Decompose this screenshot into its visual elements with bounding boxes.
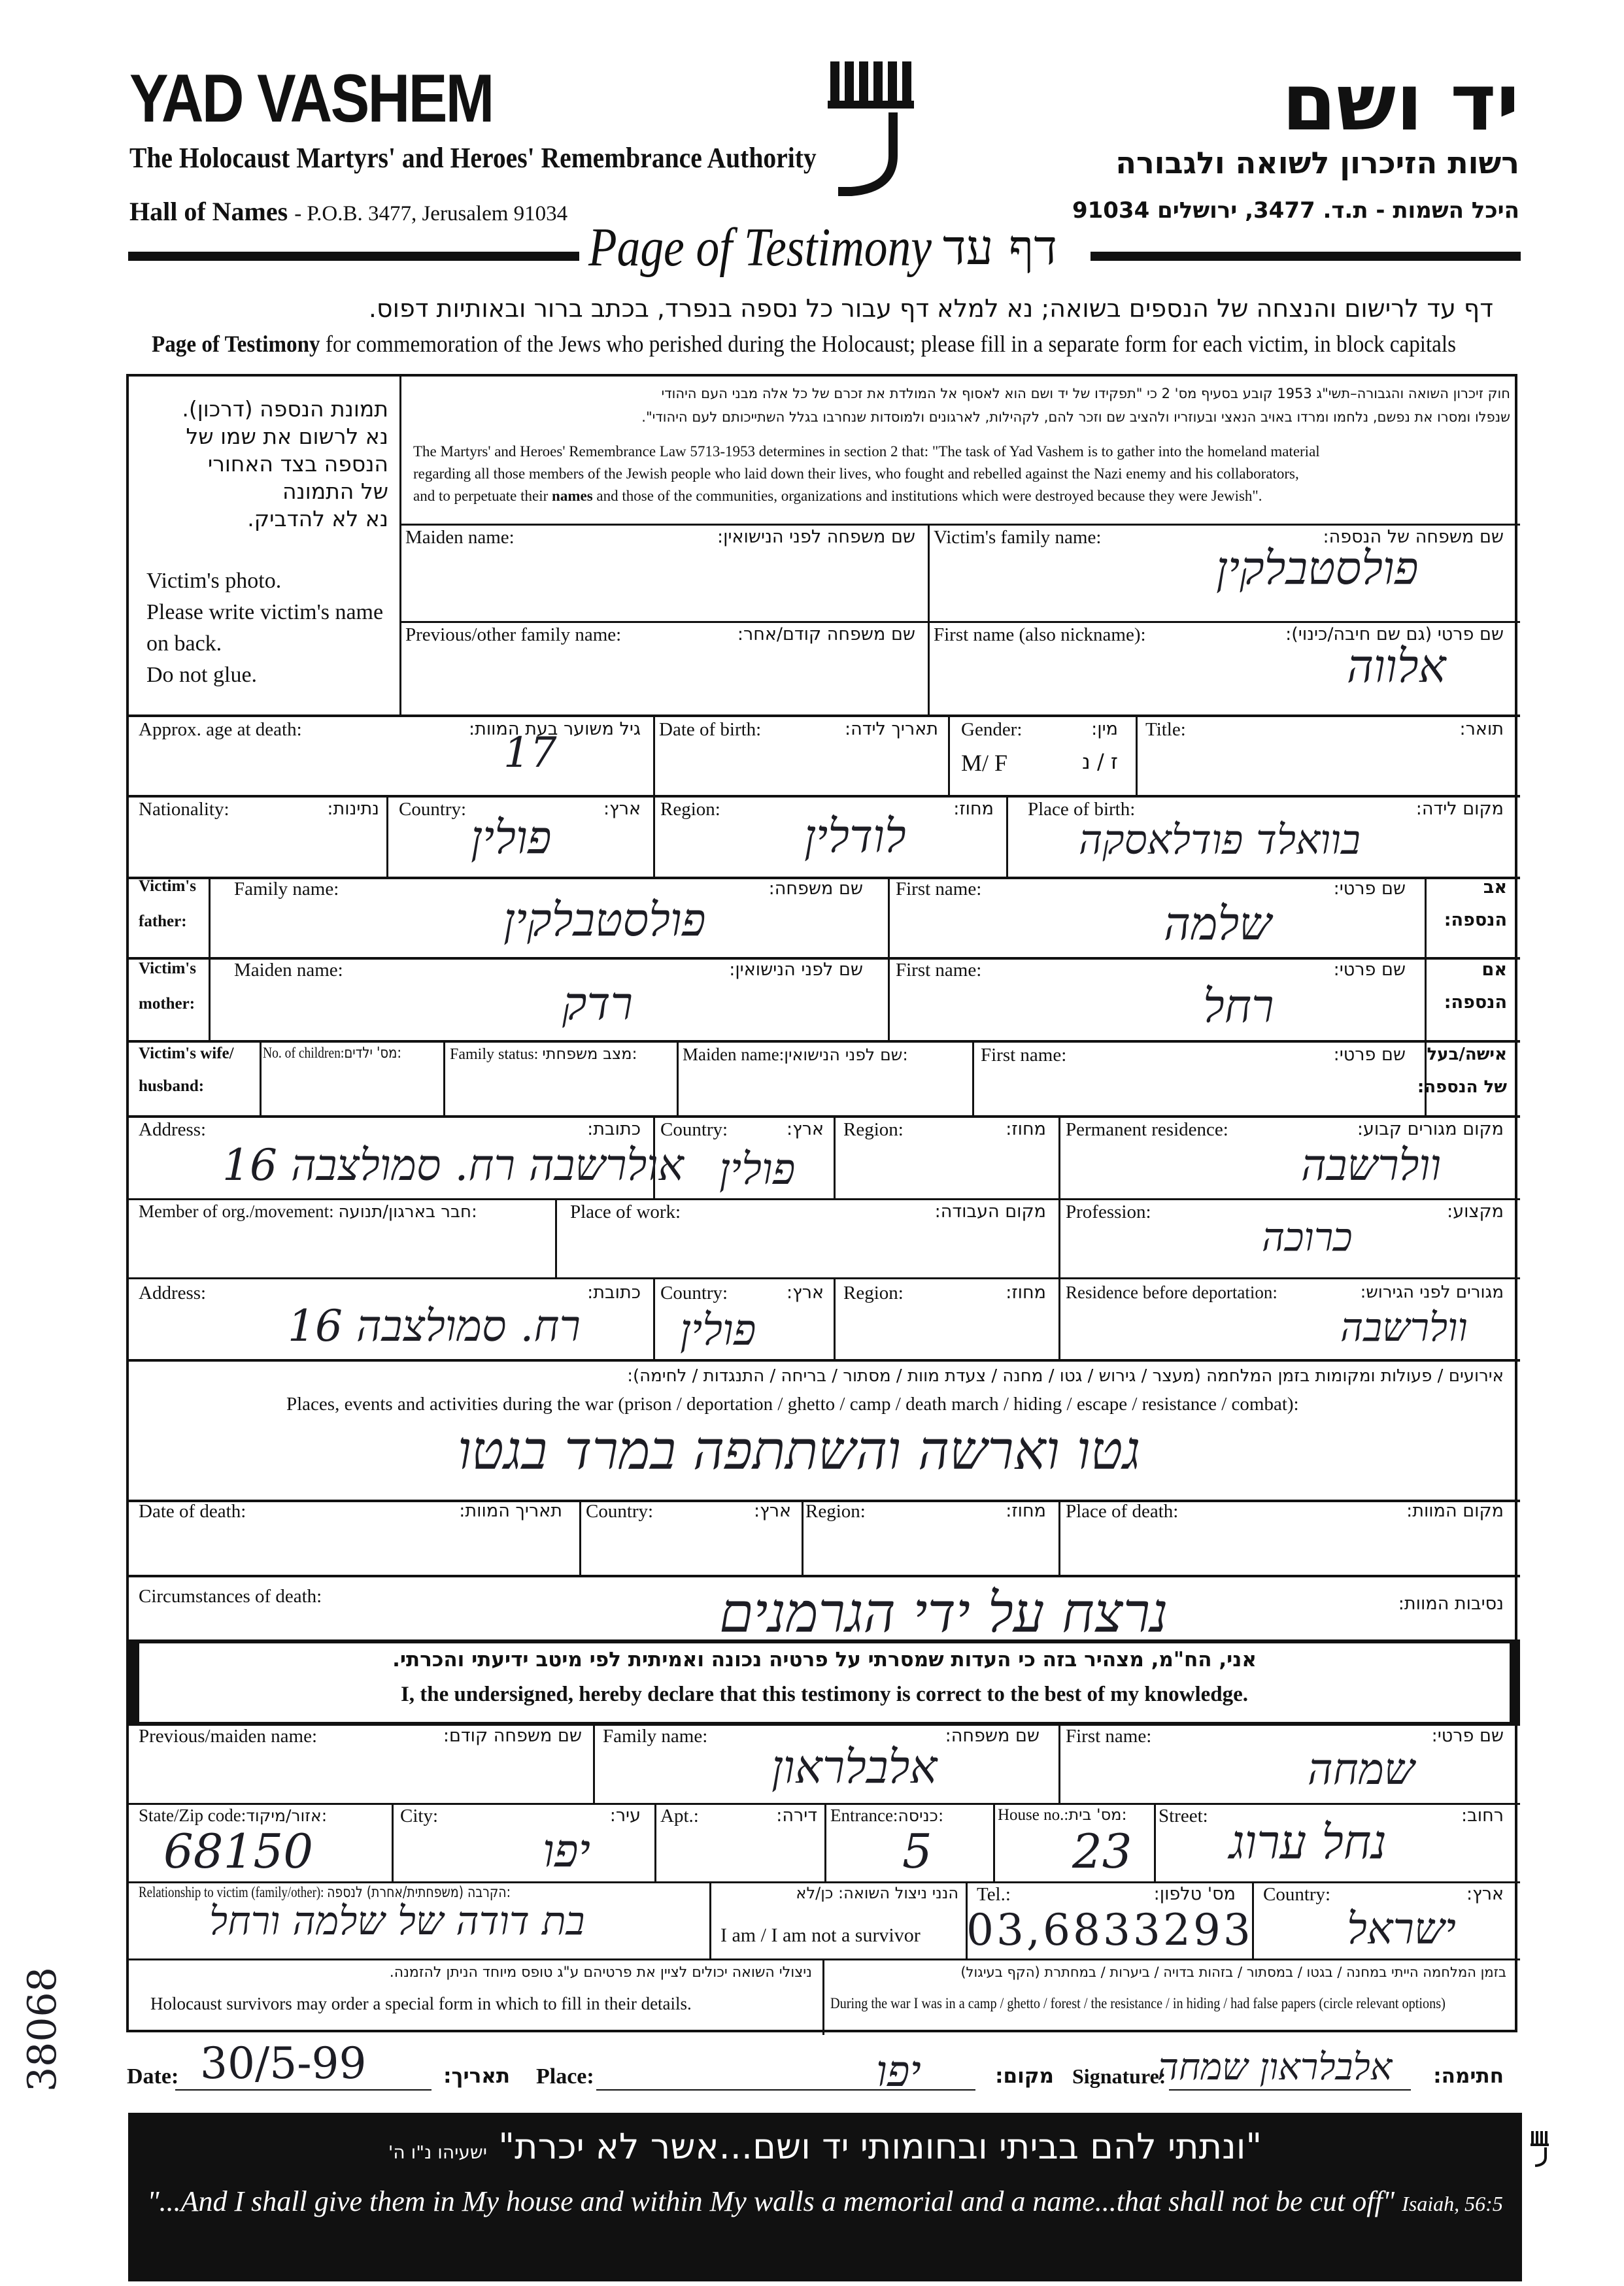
age-label: Approx. age at death: <box>139 719 302 740</box>
house-no-label <box>998 1806 1127 1824</box>
spouse-maiden-label <box>683 1045 908 1065</box>
address2-label: Address: <box>139 1283 207 1303</box>
mother-first-value[interactable]: רחל <box>1203 979 1274 1033</box>
witness-first-label: First name: <box>1066 1726 1152 1747</box>
dob-label-he: תאריך לידה: <box>844 719 938 739</box>
spouse-label-he-2: של הנספה: <box>1417 1077 1507 1097</box>
mother-maiden-label-he: שם לפני הנישואין: <box>729 960 863 980</box>
address-region-label: Region: <box>843 1119 904 1140</box>
profession-value[interactable]: כרוכה <box>1262 1215 1353 1260</box>
date-label-he: תאריך: <box>443 2064 510 2088</box>
children-label-he: מס' ילדים: <box>344 1045 401 1062</box>
hall-en-bold: Hall of Names <box>129 197 288 226</box>
address-label: Address: <box>139 1119 207 1140</box>
intro-en <box>152 330 1456 358</box>
intro-he: דף עד לרישום והנצחה של הנספים בשואה; נא למלא דף עבור כל נספה בנפרד, בכתב ברור ובאותיות דפוס. <box>368 294 1493 323</box>
dob-label: Date of birth: <box>659 719 762 740</box>
relationship-label-he: הקרבה (משפחתית/אחרת) לנספה: <box>327 1884 511 1901</box>
profession-label-he: מקצוע: <box>1447 1202 1504 1222</box>
region-label-he: מחוז: <box>953 799 994 819</box>
place-value[interactable]: יפו <box>876 2046 921 2096</box>
apt-label-he: דירה: <box>776 1806 817 1826</box>
dod-region-label-he: מחוז: <box>1006 1501 1046 1521</box>
first-name-value[interactable]: אלווה <box>1347 639 1446 693</box>
spouse-label-en-2: husband: <box>139 1077 205 1095</box>
children-label-en: No. of children: <box>263 1045 345 1061</box>
logo-mark-icon <box>825 58 923 201</box>
house-no-value[interactable]: 23 <box>1072 1824 1132 1879</box>
date-label: Date: <box>127 2064 179 2089</box>
title-label: Title: <box>1145 719 1186 740</box>
dod-region-label: Region: <box>805 1501 866 1522</box>
signature-label: Signature: <box>1072 2064 1166 2088</box>
country-label-he: ארץ: <box>603 799 641 819</box>
address2-region-label: Region: <box>843 1283 904 1303</box>
law-he-2: שנפלו ומסרו את נפשם, נלחמו ומרדו באויב הנאצי ובעוזריו ולהציב שם וזכר להם, לקהילות, לארגונים ולמוסדות שנחרבו בגלל השתייכותם לעם היהודי". <box>641 409 1510 425</box>
photo-en-1: Victim's photo. <box>146 569 282 593</box>
witness-first-label-he: שם פרטי: <box>1431 1726 1504 1746</box>
family-status-label <box>450 1045 637 1064</box>
photo-he-4: של התמונה <box>282 479 388 504</box>
survivor-note-en: Holocaust survivors may order a special form in which to fill in their details. <box>150 1994 692 2013</box>
age-value[interactable]: 17 <box>503 729 557 777</box>
city-value[interactable]: יפו <box>543 1824 590 1877</box>
events-label: Places, events and activities during the war (prison / deportation / ghetto / camp / death march / hiding / escape / resistance / combat): <box>286 1394 1299 1415</box>
family-status-label-en: Family status: <box>450 1046 539 1063</box>
gender-label: Gender: <box>961 719 1023 740</box>
mother-maiden-value[interactable]: רדק <box>562 977 633 1030</box>
perm-residence-value[interactable]: וולרשבה <box>1301 1140 1442 1190</box>
hall-he: היכל השמות - ת.ד. 3477, ירושלים 91034 <box>1072 197 1519 224</box>
first-name-label: First name (also nickname): <box>934 624 1146 645</box>
father-first-value[interactable]: שלמה <box>1164 897 1272 950</box>
entrance-value[interactable]: 5 <box>902 1824 932 1879</box>
street-label-he: רחוב: <box>1461 1806 1504 1826</box>
nationality-label-he: נתינות: <box>327 799 379 819</box>
address2-region-label-he: מחוז: <box>1006 1283 1046 1303</box>
perm-residence-label-he: מקום מגורים קבוע: <box>1357 1119 1504 1139</box>
age-label-he: גיל משוער בעת המוות: <box>468 719 641 739</box>
pob-value[interactable]: בוואלד פודלאסקה <box>1079 816 1361 864</box>
survivor-label-he: הנני ניצול השואה: כן/לא <box>796 1884 958 1902</box>
title-rule-left <box>128 252 579 261</box>
verse-ref-he: ישעיהו נ"ו ה' <box>388 2142 488 2163</box>
place-of-death-label: Place of death: <box>1066 1501 1179 1522</box>
declaration-he: אני, הח"מ, מצהיר בזה כי העדות שמסרתי על פרטיה נכונה ואמיתית לפי מיטב ידיעתי והכרתי. <box>392 1648 1257 1672</box>
relationship-value[interactable]: בת דודה של שלמה ורחל <box>209 1898 585 1944</box>
circumstances-value[interactable]: נרצח על ידי הגרמנים <box>719 1581 1168 1645</box>
witness-country-label: Country: <box>1263 1884 1331 1905</box>
member-label-en: Member of org./movement: <box>139 1202 334 1221</box>
hall-en <box>129 196 567 227</box>
relationship-label-en: Relationship to victim (family/other): <box>139 1884 324 1900</box>
street-value[interactable]: נחל ערוג <box>1229 1815 1387 1870</box>
family-status-label-he: מצב משפחתי: <box>542 1045 637 1063</box>
victim-family-name-value[interactable]: פולסטבלקין <box>1216 541 1419 595</box>
tel-label-he: מס' טלפון: <box>1153 1884 1236 1904</box>
member-label-he: חבר בארגון/תנועה: <box>338 1202 477 1222</box>
previous-name-label-he: שם משפחה קודם/אחר: <box>737 624 915 645</box>
country-value[interactable]: פולין <box>471 811 552 864</box>
margin-number: 38068 <box>20 1967 65 2092</box>
spouse-label-en-1: Victim's wife/ <box>139 1045 234 1062</box>
authority-en: The Holocaust Martyrs' and Heroes' Remembrance Authority <box>129 142 817 174</box>
first-name-label-he: שם פרטי (גם שם חיבה/כינוי): <box>1285 624 1504 645</box>
father-family-label: Family name: <box>234 879 339 899</box>
address-label-he: כתובת: <box>587 1119 641 1139</box>
children-label <box>263 1045 401 1062</box>
spouse-first-label-he: שם פרטי: <box>1333 1045 1406 1065</box>
date-value[interactable]: 30/5-99 <box>200 2038 367 2089</box>
dod-country-label-he: ארץ: <box>754 1501 791 1521</box>
zip-label-en: State/Zip code: <box>139 1806 246 1825</box>
intro-en-text: for commemoration of the Jews who perished during the Holocaust; please fill in a separate form for each victim, in block capitals <box>325 331 1456 357</box>
signature-value[interactable]: אלבלראון שמחה <box>1157 2046 1393 2089</box>
witness-family-label: Family name: <box>603 1726 708 1747</box>
witness-first-value[interactable]: שמחה <box>1308 1744 1415 1794</box>
city-label-he: עיר: <box>609 1806 641 1826</box>
father-label-en-1: Victim's <box>139 877 196 895</box>
mother-label-he-1: אם <box>1481 960 1507 980</box>
mother-first-label: First name: <box>896 960 982 981</box>
intro-en-bold: Page of Testimony <box>152 331 320 357</box>
member-label <box>139 1202 477 1222</box>
father-label-he-2: הנספה: <box>1444 910 1507 930</box>
date-line <box>175 2089 431 2091</box>
residence-before-label-he: מגורים לפני הגירוש: <box>1360 1283 1504 1302</box>
address-country-label-he: ארץ: <box>787 1119 824 1139</box>
zip-value[interactable]: 68150 <box>163 1824 314 1879</box>
law-en-2: regarding all those members of the Jewish people who laid down their lives, who fought and rebelled against the Nazi enemy and his collaborators, <box>413 465 1299 482</box>
verse-en: "...And I shall give them in My house and within My walls a memorial and a name...that shall not be cut off" <box>147 2185 1395 2217</box>
page-title-he: דף עד <box>943 220 1057 276</box>
entrance-label-he: כניסה: <box>898 1806 944 1825</box>
address2-country-label-he: ארץ: <box>787 1283 824 1303</box>
signature-label-he: חתימה: <box>1433 2064 1504 2088</box>
witness-country-label-he: ארץ: <box>1466 1884 1504 1904</box>
tel-label: Tel.: <box>977 1884 1011 1905</box>
dod-label-he: תאריך המוות: <box>459 1501 562 1521</box>
house-no-label-he: מס' בית: <box>1068 1806 1127 1824</box>
address-region-label-he: מחוז: <box>1006 1119 1046 1139</box>
house-no-label-en: House no.: <box>998 1806 1069 1824</box>
entrance-label-en: Entrance: <box>830 1806 898 1825</box>
previous-name-label: Previous/other family name: <box>405 624 622 645</box>
region-value[interactable]: לודלין <box>804 809 906 863</box>
street-label: Street: <box>1159 1806 1208 1826</box>
maiden-name-label-he: שם משפחה לפני הנישואין: <box>717 527 915 547</box>
address-value[interactable]: אולרשבה רח. סמולצבה 16 <box>222 1140 684 1190</box>
apt-label: Apt.: <box>660 1806 699 1826</box>
city-label: City: <box>400 1806 439 1826</box>
maiden-name-label: Maiden name: <box>405 527 515 548</box>
law-en-3b: names <box>552 488 593 504</box>
verse-he: "ונתתי להם בביתי ובחומותי יד ושם...אשר לא יכרת" <box>498 2126 1262 2167</box>
law-en-1: The Martyrs' and Heroes' Remembrance Law 5713-1953 determines in section 2 that: "The task of Yad Vashem is to gather into the homeland material <box>413 443 1320 460</box>
photo-he-1: תמונת הנספה (דרכון). <box>182 396 388 422</box>
title-label-he: תואר: <box>1459 719 1504 739</box>
mother-label-en-1: Victim's <box>139 960 196 977</box>
zip-label <box>139 1806 327 1826</box>
residence-before-value[interactable]: וולרשבה <box>1340 1305 1468 1351</box>
father-label-en-2: father: <box>139 913 187 930</box>
circumstances-label: Circumstances of death: <box>139 1586 322 1607</box>
yad-vashem-logo <box>825 58 923 201</box>
dod-label: Date of death: <box>139 1501 246 1522</box>
pob-label-he: מקום לידה: <box>1415 799 1504 819</box>
mother-maiden-label: Maiden name: <box>234 960 343 981</box>
witness-family-label-he: שם משפחה: <box>945 1726 1040 1746</box>
address2-label-he: כתובת: <box>587 1283 641 1303</box>
profession-label: Profession: <box>1066 1202 1151 1222</box>
address2-country-label: Country: <box>660 1283 728 1303</box>
law-en-3c: and those of the communities, organizations and institutions which were destroyed because they were Jewish". <box>596 488 1262 504</box>
footer-verse-he <box>128 2126 1522 2167</box>
org-name-en: YAD VASHEM <box>129 61 493 137</box>
war-note-he: בזמן המלחמה הייתי במחנה / בגטו / במסתור / בזהות בדויה / ביערות / במחתרת (הקף בעיגול) <box>960 1964 1506 1980</box>
residence-before-label: Residence before deportation: <box>1066 1283 1277 1302</box>
circumstances-label-he: נסיבות המוות: <box>1398 1594 1504 1614</box>
gender-options-en[interactable]: M/ F <box>961 750 1008 776</box>
father-family-value[interactable]: פולסטבלקין <box>503 893 706 947</box>
witness-country-value[interactable]: ישראל <box>1347 1904 1456 1954</box>
photo-he-3: הנספה בצד האחורי <box>207 451 388 477</box>
work-label: Place of work: <box>570 1202 681 1222</box>
perm-residence-label: Permanent residence: <box>1066 1119 1228 1140</box>
signature-line <box>1169 2089 1411 2091</box>
law-he-1: חוק זיכרון השואה והגבורה–תשי"ג 1953 קובע בסעיף מס' 2 כי "תפקידו של יד ושם הוא לאסוף אל המולדת את זכרם של כל אלה מבני העם היהודי <box>661 386 1510 401</box>
footer-verse-en <box>128 2185 1522 2218</box>
mother-label-en-2: mother: <box>139 995 195 1013</box>
spouse-maiden-label-he: שם לפני הנישואין: <box>784 1045 908 1064</box>
photo-en-2: Please write victim's name <box>146 600 384 624</box>
entrance-label <box>830 1806 943 1826</box>
spouse-maiden-label-en: Maiden name: <box>683 1045 785 1064</box>
spouse-first-label: First name: <box>981 1045 1067 1066</box>
father-first-label-he: שם פרטי: <box>1333 879 1406 899</box>
prev-maiden-label: Previous/maiden name: <box>139 1726 318 1747</box>
declaration-en: I, the undersigned, hereby declare that this testimony is correct to the best of my knowledge. <box>400 1683 1249 1706</box>
witness-family-value[interactable]: אלבלראון <box>771 1740 938 1794</box>
gender-options-he[interactable]: ז / נ <box>1081 749 1118 774</box>
events-value[interactable]: גטו וארשה והשתתפה במרד בגטו <box>458 1420 1141 1482</box>
dod-country-label: Country: <box>586 1501 654 1522</box>
father-label-he-1: אב <box>1483 877 1507 898</box>
title-rule-right <box>1091 252 1521 261</box>
hall-en-addr: - P.O.B. 3477, Jerusalem 91034 <box>294 202 568 226</box>
place-label: Place: <box>536 2064 594 2089</box>
father-first-label: First name: <box>896 879 982 899</box>
law-en-3 <box>413 488 1262 505</box>
address-country-value[interactable]: פולין <box>719 1144 796 1194</box>
mother-first-label-he: שם פרטי: <box>1333 960 1406 980</box>
law-en-3a: and to perpetuate their <box>413 488 549 504</box>
photo-he-5: נא לא להדביק. <box>247 506 388 531</box>
org-name-he: יד ושם <box>1281 58 1519 148</box>
footer-logo-icon <box>1530 2130 1552 2169</box>
address-country-label: Country: <box>660 1119 728 1140</box>
address2-country-value[interactable]: פולין <box>680 1305 756 1355</box>
page-title-en: Page of Testimony <box>588 217 932 278</box>
pob-label: Place of birth: <box>1028 799 1136 820</box>
place-label-he: מקום: <box>995 2064 1054 2088</box>
zip-label-he: אזור/מיקוד: <box>246 1806 328 1825</box>
survivor-note-he: ניצולי השואה יכולים לציין את פרטיהם ע"ג טופס מיוחד הניתן להזמנה. <box>389 1964 812 1981</box>
authority-he: רשות הזיכרון לשואה ולגבורה <box>1115 145 1519 180</box>
prev-maiden-label-he: שם משפחה קודם: <box>443 1726 582 1746</box>
mother-label-he-2: הנספה: <box>1444 992 1507 1013</box>
verse-ref-en: Isaiah, 56:5 <box>1402 2192 1503 2215</box>
gender-label-he: מין: <box>1091 719 1118 739</box>
war-note-en: During the war I was in a camp / ghetto / forest / the resistance / in hiding / had false papers (circle relevant options) <box>830 1995 1446 2011</box>
photo-en-3: on back. <box>146 631 222 656</box>
photo-en-4: Do not glue. <box>146 663 258 687</box>
victim-family-name-label-he: שם משפחה של הנספה: <box>1323 527 1504 547</box>
region-label: Region: <box>660 799 720 820</box>
father-family-label-he: שם משפחה: <box>768 879 863 899</box>
work-label-he: מקום העבודה: <box>934 1202 1046 1222</box>
place-of-death-label-he: מקום המוות: <box>1406 1501 1504 1521</box>
country-label: Country: <box>399 799 467 820</box>
photo-he-2: נא לרשום את שמו של <box>186 424 388 449</box>
nationality-label: Nationality: <box>139 799 229 820</box>
events-label-he: אירועים / פעולות ומקומות בזמן המלחמה (מעצר / גירוש / גטו / מחנה / צעדת מוות / מסתור / בריחה / התנגדות / לחימה): <box>627 1366 1504 1386</box>
address2-value[interactable]: רח. סמולצבה 16 <box>288 1301 581 1351</box>
victim-family-name-label: Victim's family name: <box>934 527 1102 548</box>
spouse-label-he-1: אישה/בעל <box>1427 1045 1507 1064</box>
survivor-options[interactable]: I am / I am not a survivor <box>720 1925 921 1946</box>
tel-value[interactable]: 03,6833293 <box>966 1905 1253 1955</box>
